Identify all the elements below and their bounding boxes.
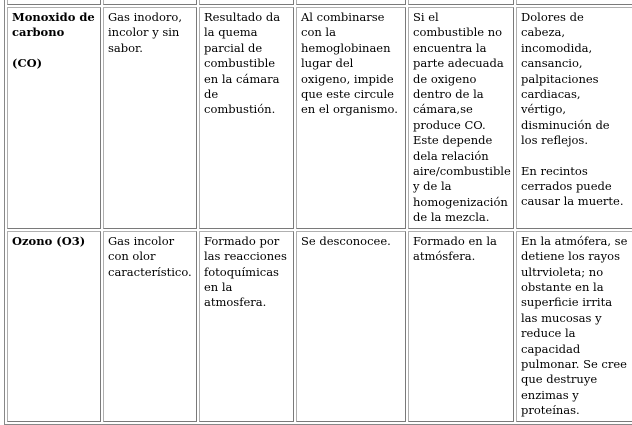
- table-row-top-partial: [7, 0, 632, 5]
- effects-paragraph: En la atmófera, se detiene los rayos ultrvioleta; no obstante en la superficie irrita las mucosas y reduce la capacidad pulmonar. Se cree que destruye enzimas y proteínas.: [521, 233, 628, 418]
- cause-cell: Si el combustible no encuentra la parte adecuada de oxigeno dentro de la cámara,se produce CO. Este depende dela relación aire/combustible y de la homogenización de la mezcla.: [408, 7, 514, 229]
- table-cell-empty: [516, 0, 632, 5]
- table-cell-empty: [408, 0, 514, 5]
- pollutant-name-line: carbono: [12, 25, 65, 40]
- table-cell-empty: [103, 0, 197, 5]
- pollutant-name-cell: [7, 231, 101, 422]
- pollutant-name-cell: [7, 7, 101, 229]
- table-row: [7, 7, 632, 229]
- cause-cell: Formado en la atmósfera.: [408, 231, 514, 422]
- pollutants-table: [4, 0, 632, 425]
- pollutant-name-line: Monoxido de: [12, 10, 95, 24]
- properties-cell: Gas inodoro, incolor y sin sabor.: [103, 7, 197, 229]
- pollutant-formula: (CO): [12, 55, 43, 70]
- table-cell-empty: [199, 0, 294, 5]
- origin-cell: Formado por las reacciones fotoquímicas en la atmosfera.: [199, 231, 294, 422]
- pollutant-name: Ozono (O3): [12, 233, 86, 248]
- origin-cell: Resultado da la quema parcial de combustible en la cámara de combustión.: [199, 7, 294, 229]
- mechanism-cell: Al combinarse con la hemoglobinaen lugar del oxigeno, impide que este circule en el organismo.: [296, 7, 406, 229]
- mechanism-cell: Se desconocee.: [296, 231, 406, 422]
- effects-cell: [516, 7, 632, 229]
- table-cell-empty: [296, 0, 406, 5]
- effects-paragraph: Dolores de cabeza, incomodida, cansancio, palpitaciones cardiacas, vértigo, disminución de los reflejos.: [521, 10, 610, 148]
- effects-cell: [516, 231, 632, 422]
- effects-paragraph: En recintos cerrados puede causar la muerte.: [521, 163, 624, 209]
- properties-cell: Gas incolor con olor característico.: [103, 231, 197, 422]
- table-cell-empty: [7, 0, 101, 5]
- table-row: [7, 231, 632, 422]
